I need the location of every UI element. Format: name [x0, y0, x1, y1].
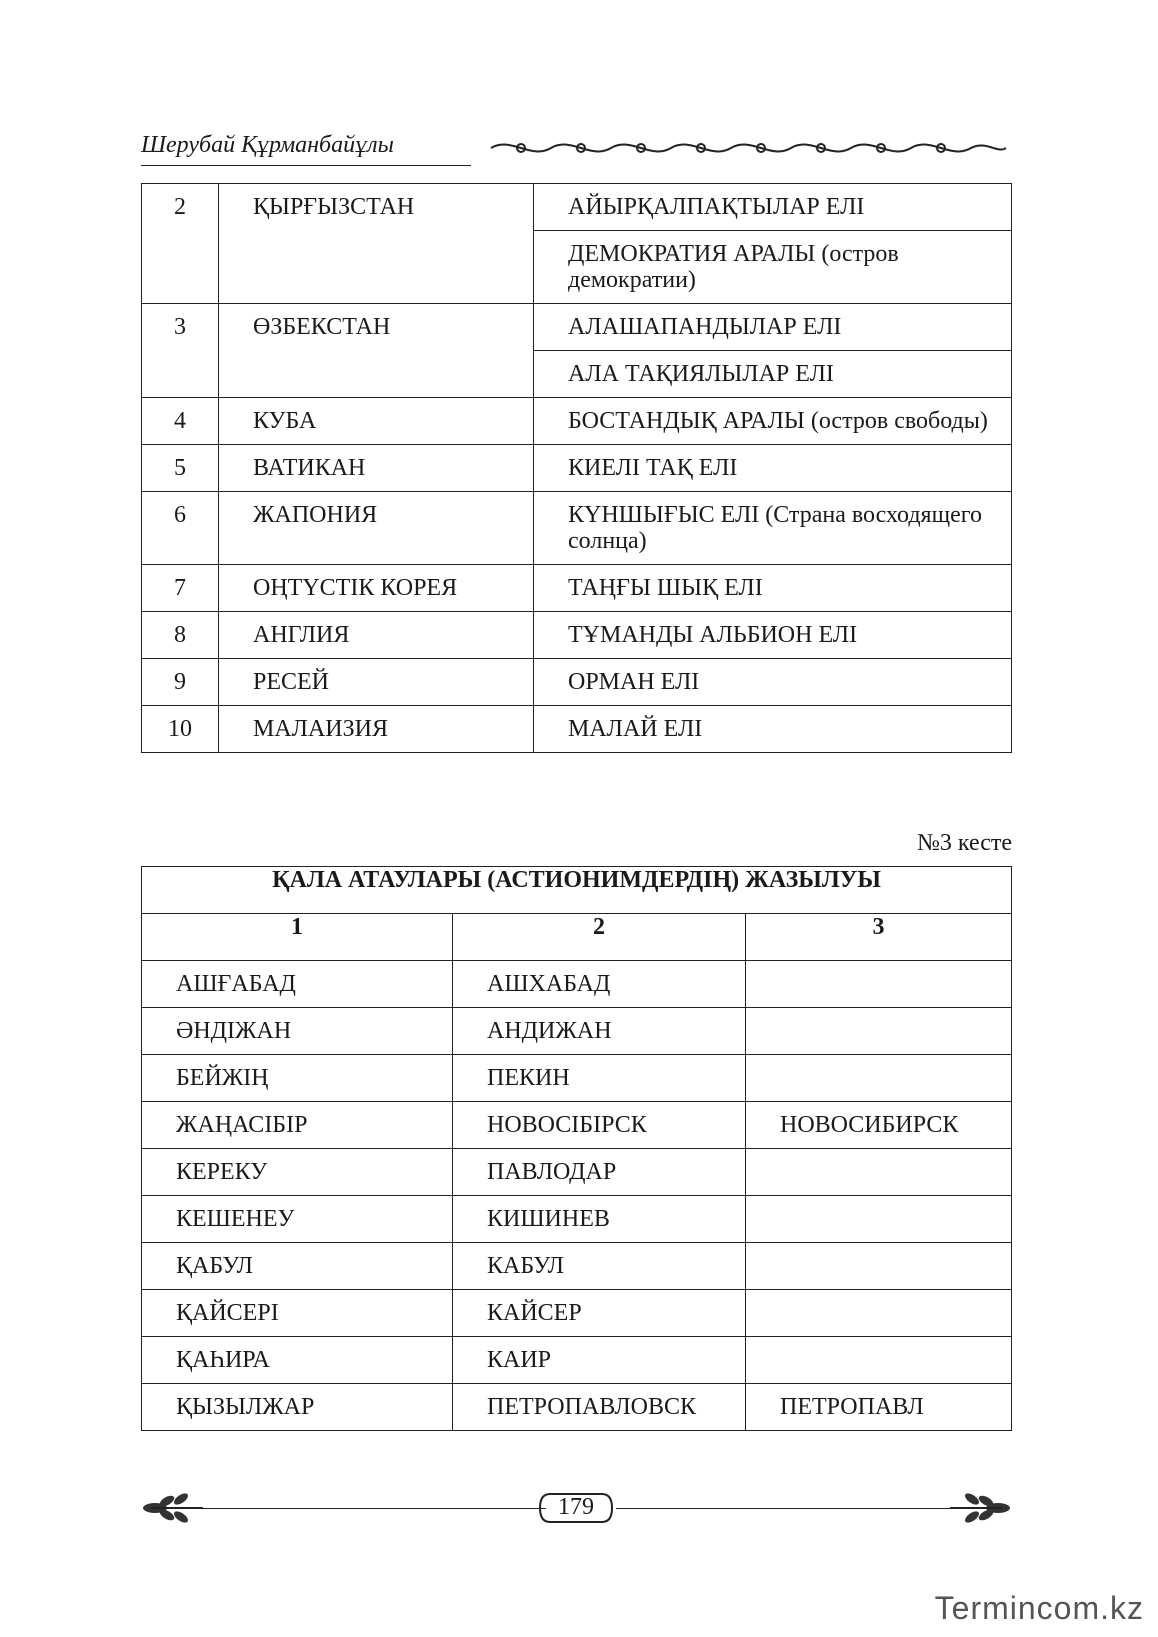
table-title: ҚАЛА АТАУЛАРЫ (АСТИОНИМДЕРДІҢ) ЖАЗЫЛУЫ: [142, 867, 1012, 914]
country-nickname: КҮНШЫҒЫС ЕЛІ (Страна восходящего солнца): [534, 492, 1012, 565]
country-name: ҚЫРҒЫЗСТАН: [219, 184, 534, 304]
table-row: [142, 1196, 1012, 1243]
leaf-ornament-icon: [950, 1493, 1012, 1523]
countries-nicknames-table: [141, 183, 1012, 753]
author-name: Шерубай Құрманбайұлы: [141, 132, 394, 158]
city-name-cell: КИШИНЕВ: [453, 1196, 746, 1243]
city-name-cell: КАЙСЕР: [453, 1290, 746, 1337]
city-name-cell: КЕРЕКУ: [142, 1149, 453, 1196]
city-name-cell: АНДИЖАН: [453, 1008, 746, 1055]
row-number: 2: [142, 184, 219, 304]
city-names-table: [141, 866, 1012, 1431]
row-number: 7: [142, 565, 219, 612]
country-nickname: ДЕМОКРАТИЯ АРАЛЫ (остров демократии): [534, 231, 1012, 304]
table-row: [142, 1055, 1012, 1102]
city-name-cell: БЕЙЖІҢ: [142, 1055, 453, 1102]
row-number: 4: [142, 398, 219, 445]
city-name-cell: АШҒАБАД: [142, 961, 453, 1008]
city-name-cell: КЕШЕНЕУ: [142, 1196, 453, 1243]
row-number: 6: [142, 492, 219, 565]
table-row: [142, 706, 1012, 753]
column-header-2: 2: [453, 914, 746, 961]
country-nickname: МАЛАЙ ЕЛІ: [534, 706, 1012, 753]
city-name-cell: НОВОСИБИРСК: [746, 1102, 1012, 1149]
city-name-cell: [746, 1055, 1012, 1102]
header-rule: [141, 165, 471, 166]
table-caption: №3 кесте: [916, 830, 1012, 856]
column-header-1: 1: [142, 914, 453, 961]
city-name-cell: КАБУЛ: [453, 1243, 746, 1290]
table-row: [142, 1102, 1012, 1149]
country-nickname: АЛА ТАҚИЯЛЫЛАР ЕЛІ: [534, 351, 1012, 398]
table-row: [142, 961, 1012, 1008]
country-name: ӨЗБЕКСТАН: [219, 304, 534, 398]
country-name: ОҢТҮСТІК КОРЕЯ: [219, 565, 534, 612]
city-name-cell: [746, 1243, 1012, 1290]
city-name-cell: ПЕКИН: [453, 1055, 746, 1102]
city-name-cell: ӘНДІЖАН: [142, 1008, 453, 1055]
footer-line-left: [201, 1508, 546, 1509]
table-row: [142, 1008, 1012, 1055]
country-name: МАЛАИЗИЯ: [219, 706, 534, 753]
table-row: [142, 1384, 1012, 1431]
page-number: 179: [558, 1494, 594, 1520]
site-watermark: Termincom.kz: [934, 1590, 1144, 1626]
country-nickname: ТАҢҒЫ ШЫҚ ЕЛІ: [534, 565, 1012, 612]
row-number: 3: [142, 304, 219, 398]
city-name-cell: КАИР: [453, 1337, 746, 1384]
table-row: [142, 1243, 1012, 1290]
country-nickname: ТҰМАНДЫ АЛЬБИОН ЕЛІ: [534, 612, 1012, 659]
city-name-cell: ҚАҺИРА: [142, 1337, 453, 1384]
city-name-cell: [746, 1008, 1012, 1055]
column-header-3: 3: [746, 914, 1012, 961]
leaf-ornament-icon: [141, 1493, 203, 1523]
city-name-cell: [746, 1149, 1012, 1196]
country-name: РЕСЕЙ: [219, 659, 534, 706]
city-name-cell: ПЕТРОПАВЛ: [746, 1384, 1012, 1431]
table-row: [142, 1149, 1012, 1196]
city-name-cell: АШХАБАД: [453, 961, 746, 1008]
table-row: [142, 565, 1012, 612]
row-number: 9: [142, 659, 219, 706]
footer-line-right: [616, 1508, 956, 1509]
city-name-cell: ҚАЙСЕРІ: [142, 1290, 453, 1337]
city-name-cell: [746, 961, 1012, 1008]
table-row: [142, 659, 1012, 706]
table-row: [142, 184, 1012, 231]
country-name: КУБА: [219, 398, 534, 445]
row-number: 10: [142, 706, 219, 753]
country-nickname: АЛАШАПАНДЫЛАР ЕЛІ: [534, 304, 1012, 351]
country-nickname: КИЕЛІ ТАҚ ЕЛІ: [534, 445, 1012, 492]
country-name: ВАТИКАН: [219, 445, 534, 492]
city-name-cell: [746, 1196, 1012, 1243]
city-name-cell: [746, 1290, 1012, 1337]
row-number: 8: [142, 612, 219, 659]
table-row: [142, 1290, 1012, 1337]
city-name-cell: ҚЫЗЫЛЖАР: [142, 1384, 453, 1431]
header-ornament-icon: [486, 134, 1011, 162]
country-name: АНГЛИЯ: [219, 612, 534, 659]
table-row: [142, 445, 1012, 492]
row-number: 5: [142, 445, 219, 492]
city-name-cell: ПЕТРОПАВЛОВСК: [453, 1384, 746, 1431]
country-name: ЖАПОНИЯ: [219, 492, 534, 565]
table-row: [142, 492, 1012, 565]
city-name-cell: НОВОСІБІРСК: [453, 1102, 746, 1149]
country-nickname: ОРМАН ЕЛІ: [534, 659, 1012, 706]
city-name-cell: ПАВЛОДАР: [453, 1149, 746, 1196]
city-name-cell: ЖАҢАСІБІР: [142, 1102, 453, 1149]
city-name-cell: ҚАБУЛ: [142, 1243, 453, 1290]
city-name-cell: [746, 1337, 1012, 1384]
page-footer: [141, 1488, 1012, 1528]
country-nickname: БОСТАНДЫҚ АРАЛЫ (остров свободы): [534, 398, 1012, 445]
country-nickname: АЙЫРҚАЛПАҚТЫЛАР ЕЛІ: [534, 184, 1012, 231]
table-row: [142, 1337, 1012, 1384]
page-header: [141, 130, 1011, 170]
table-row: [142, 398, 1012, 445]
table-row: [142, 612, 1012, 659]
table-row: [142, 304, 1012, 351]
